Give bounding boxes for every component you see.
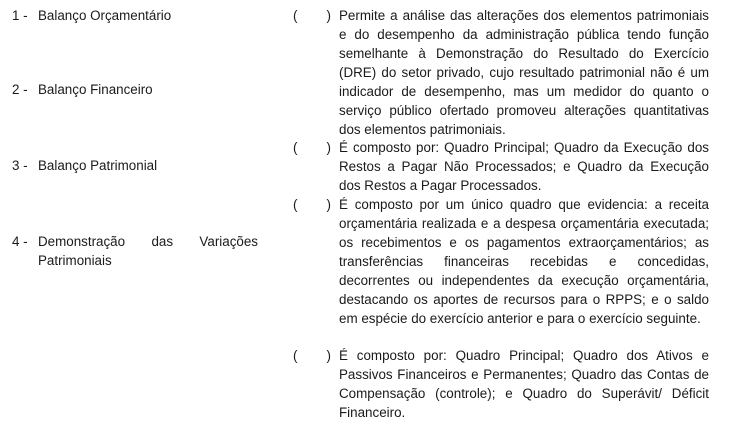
item-number: 3 - [12, 158, 28, 173]
description-1: Permite a análise das alterações dos elementos patrimoniais e do desempenho da administração pública tendo função semelhante à Demonstração do Resultado do Exercício (DRE) do setor privado, cujo resultado patrimonial não é um indicador de desempenho, mas um medidor do quanto o serviço público ofertado promoveu alterações quantitativas dos elementos patrimoniais. [339, 8, 709, 137]
item-label-line2: Patrimoniais [38, 253, 112, 268]
open-paren: ( [293, 197, 298, 212]
item-3 [12, 156, 157, 175]
item-label-line1: Demonstração das Variações [38, 234, 258, 249]
answer-blank-4[interactable] [293, 346, 331, 365]
open-paren: ( [293, 348, 298, 363]
item-label [38, 232, 258, 270]
description-2: É composto por: Quadro Principal; Quadro da Execução dos Restos a Pagar Não Processados; e Quadro da Execução dos Restos a Pagar Processados. [339, 140, 709, 193]
open-paren: ( [293, 140, 298, 155]
item-label: Balanço Financeiro [38, 82, 153, 97]
item-label: Balanço Orçamentário [38, 8, 172, 23]
answer-blank-1[interactable] [293, 6, 331, 25]
close-paren: ) [326, 140, 331, 155]
close-paren: ) [326, 348, 331, 363]
answer-blank-2[interactable] [293, 138, 331, 157]
item-number: 1 - [12, 8, 28, 23]
description-3: É composto por um único quadro que evidencia: a receita orçamentária realizada e a despesa orçamentária executada; os recebimentos e os pagamentos extraorçamentários; as transferências financeiras recebidas e concedidas, decorrentes ou independentes da execução orçamentária, destacando os aportes de recursos para o RPPS; e o saldo em espécie do exercício anterior e para o exercício seguinte. [339, 197, 709, 326]
item-label: Balanço Patrimonial [38, 158, 158, 173]
description-4: É composto por: Quadro Principal; Quadro dos Ativos e Passivos Financeiros e Permanentes; Quadro das Contas de Compensação (controle); e Quadro do Superávit/ Déficit Financeiro. [339, 348, 709, 420]
answer-blank-3[interactable] [293, 195, 331, 214]
close-paren: ) [326, 8, 331, 23]
item-1 [12, 6, 171, 25]
item-number: 4 - [12, 234, 28, 249]
open-paren: ( [293, 8, 298, 23]
item-2 [12, 80, 153, 99]
item-4 [12, 232, 258, 270]
close-paren: ) [326, 197, 331, 212]
item-number: 2 - [12, 82, 28, 97]
